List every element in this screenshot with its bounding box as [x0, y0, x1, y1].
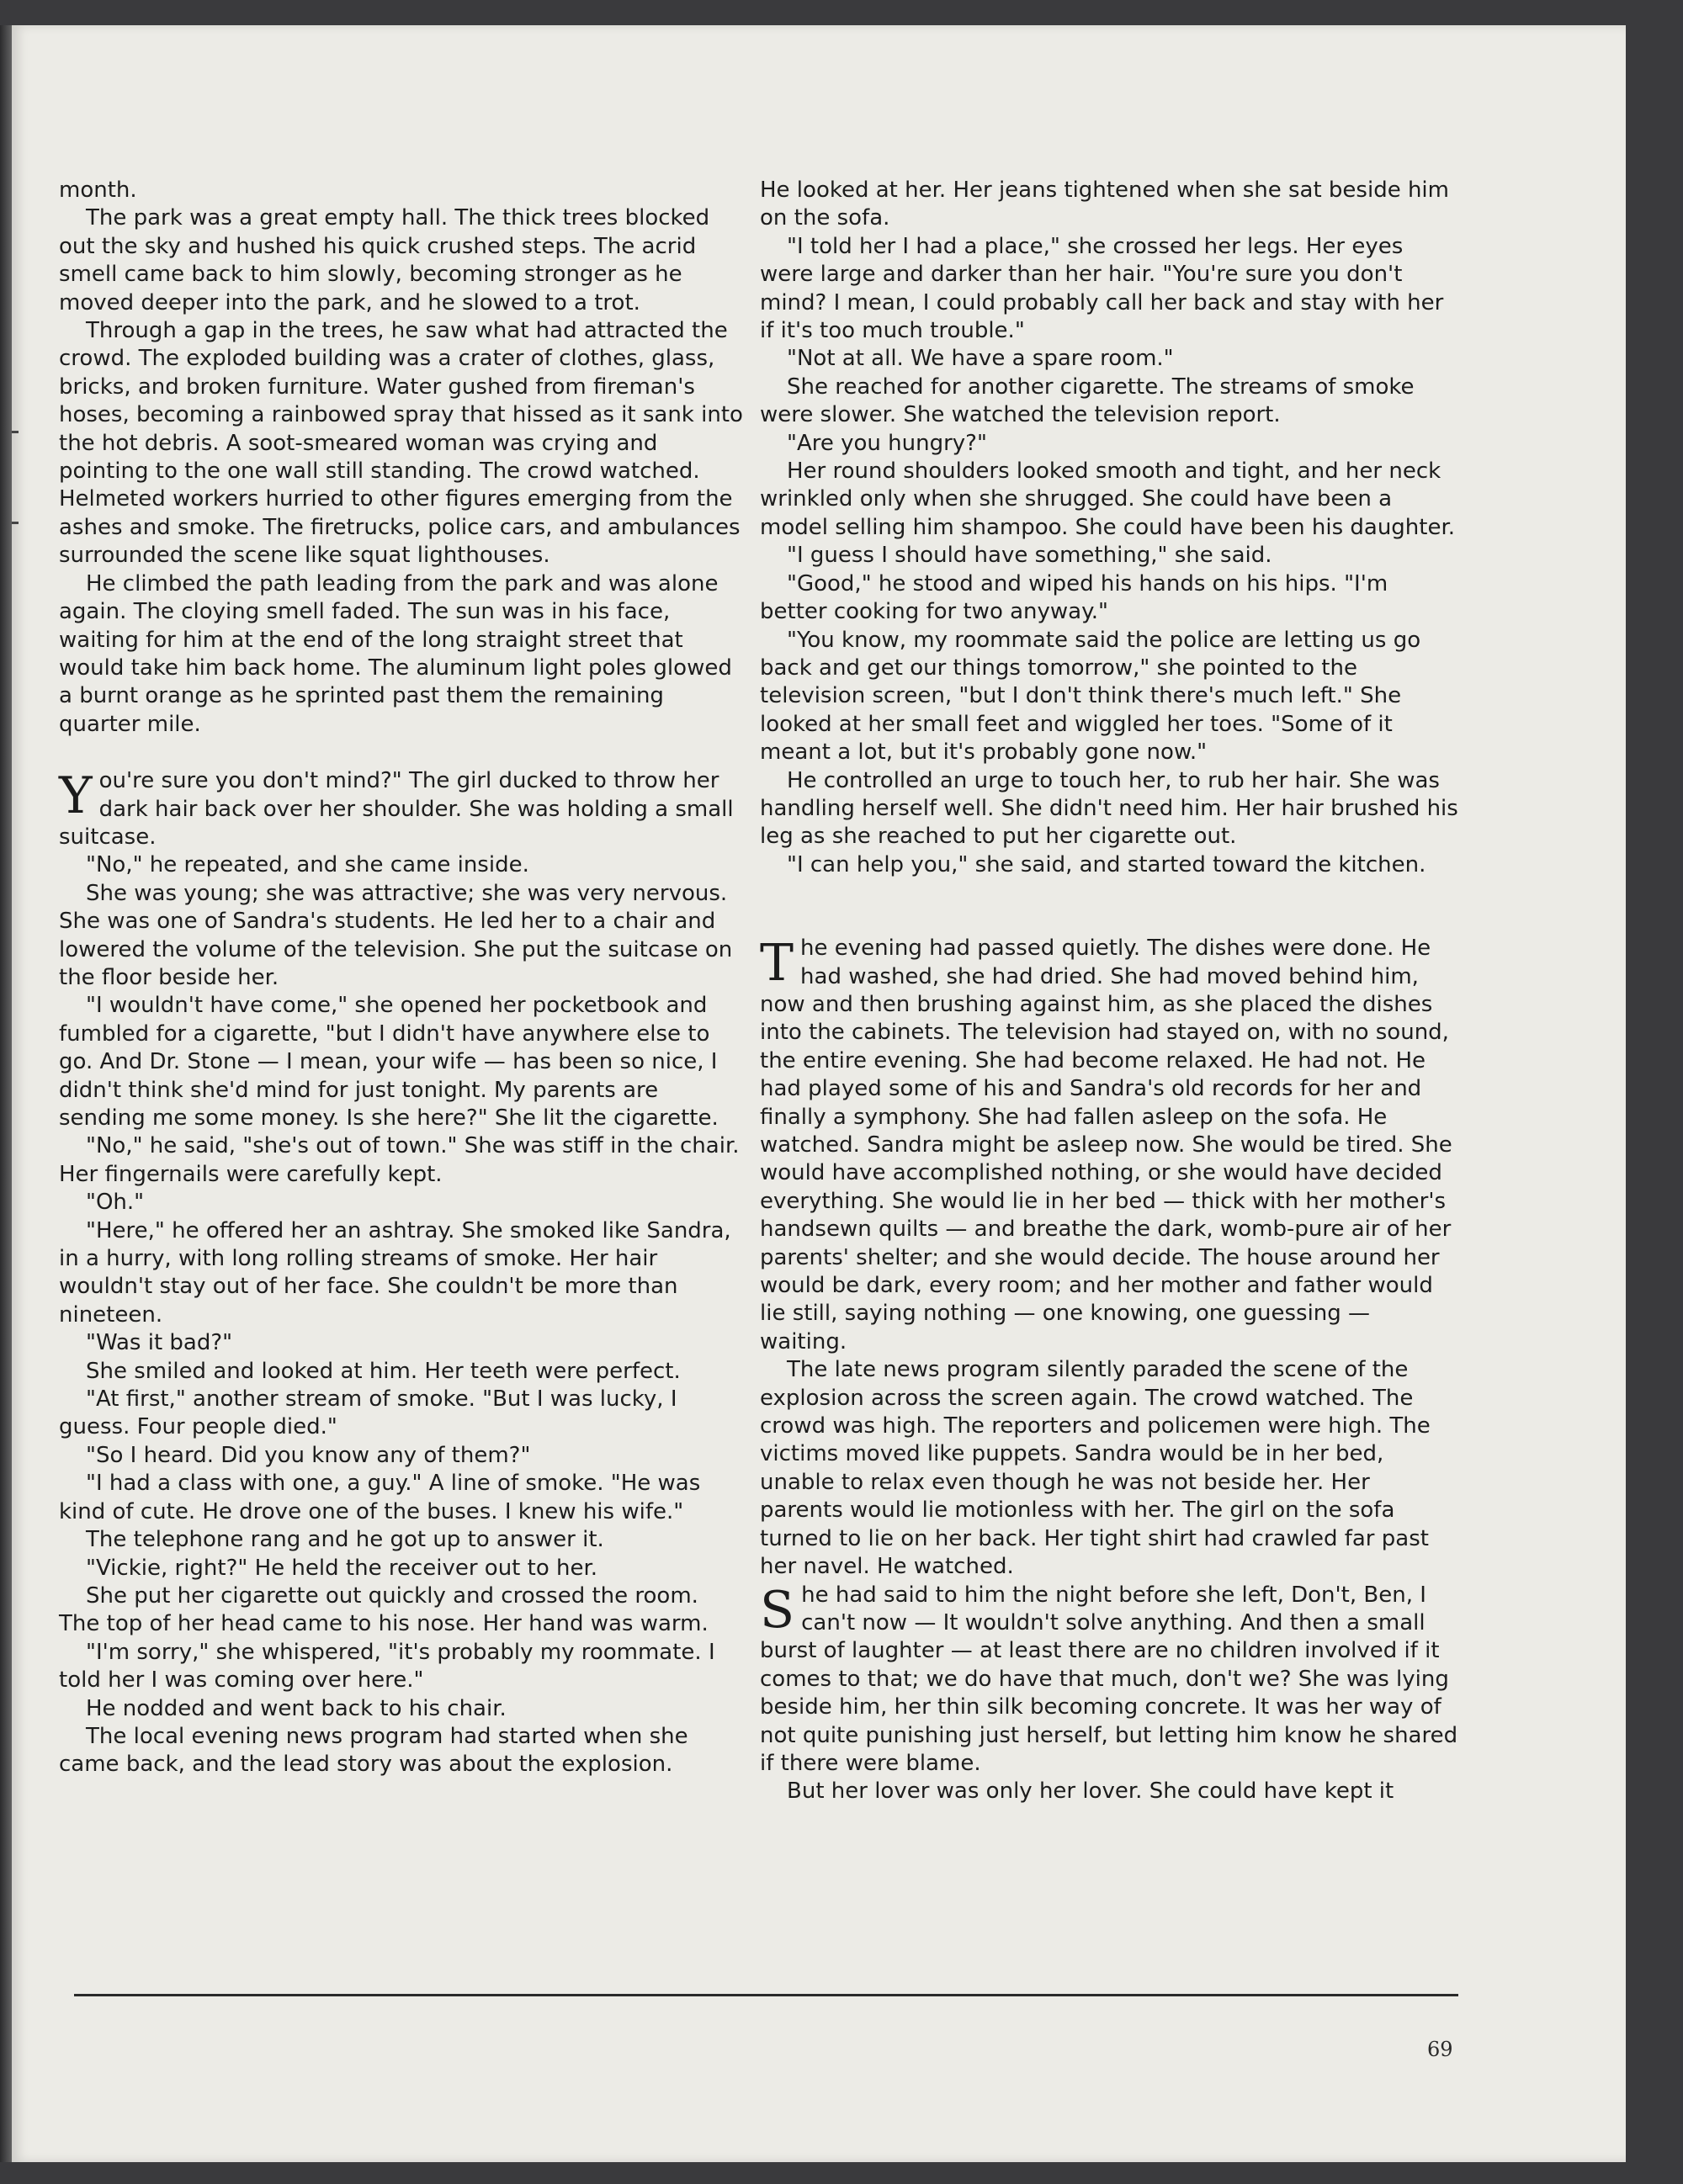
- paragraph: Her round shoulders looked smooth and tight, and her neck wrinkled only when she shrugged. She could have been a model selling him shampoo. She could have been his daughter.: [760, 459, 1456, 540]
- paragraph-text: ou're sure you don't mind?" The girl ducked to throw her dark hair back over her shoulder. She was holding a small suitcase.: [59, 768, 734, 850]
- paragraph: "I had a class with one, a guy." A line of smoke. "He was kind of cute. He drove one of the buses. I knew his wife.": [59, 1471, 701, 1524]
- paragraph: She put her cigarette out quickly and crossed the room. The top of her head came to his nose. Her hand was warm.: [59, 1582, 709, 1637]
- paragraph: "Good," he stood and wiped his hands on his hips. "I'm better cooking for two anyway.": [760, 570, 1388, 625]
- drop-cap: T: [760, 934, 794, 994]
- paragraph: "I'm sorry," she whispered, "it's probably my roommate. I told her I was coming over here.": [59, 1639, 715, 1694]
- footer-rule: [74, 1994, 1458, 1996]
- paragraph: "Are you hungry?": [787, 430, 987, 456]
- paragraph: "I can help you," she said, and started toward the kitchen.: [787, 851, 1426, 877]
- left-column: [59, 177, 745, 1779]
- paragraph: "No," he said, "she's out of town." She was stiff in the chair. Her fingernails were carefully kept.: [59, 1133, 740, 1187]
- paragraph: "Not at all. We have a spare room.": [787, 346, 1174, 372]
- paragraph-text: he had said to him the night before she left, Don't, Ben, I can't now — It wouldn't solve anything. And then a small burst of laughter — at least there are no children involved if it comes to that; we do have that much, don't we? She was lying beside him, her thin silk becoming concrete. It was her way of not quite punishing just herself, but letting him know he shared if there were blame.: [760, 1582, 1458, 1776]
- paragraph: "Here," he offered her an ashtray. She smoked like Sandra, in a hurry, with long rolling streams of smoke. Her hair wouldn't stay out of her face. She couldn't be more than nineteen.: [59, 1217, 731, 1328]
- paragraph: "Oh.": [86, 1190, 145, 1216]
- paragraph: "Vickie, right?" He held the receiver out to her.: [86, 1555, 598, 1581]
- paragraph: month.: [59, 178, 137, 203]
- paragraph: But her lover was only her lover. She could have kept it: [787, 1778, 1394, 1805]
- paragraph: The late news program silently paraded the scene of the explosion across the screen again. The crowd watched. The crowd was high. The reporters and policemen were high. The victims moved like puppets. Sandra would be in her bed, unable to relax even though he was not beside her. Her parents would lie motionless with her. The girl on the sofa turned to lie on her back. Her tight shirt had crawled far past her navel. He watched.: [760, 1357, 1431, 1580]
- paragraph: She was young; she was attractive; she was very nervous. She was one of Sandra's students. He led her to a chair and lowered the volume of the television. She put the suitcase on the floor beside her.: [59, 880, 733, 990]
- paragraph: "I told her I had a place," she crossed her legs. Her eyes were large and darker than her hair. "You're sure you don't mind? I mean, I could probably call her back and stay with her if it's too much trouble.": [760, 233, 1444, 344]
- paragraph: He climbed the path leading from the park and was alone again. The cloying smell faded. The sun was in his face, waiting for him at the end of the long straight street that would take him back home. The aluminum light poles glowed a burnt orange as he sprinted past them the remaining quarter mile.: [59, 570, 732, 737]
- paragraph: The park was a great empty hall. The thick trees blocked out the sky and hushed his quick crushed steps. The acrid smell came back to him slowly, becoming stronger as he moved deeper into the park, and he slowed to a trot.: [59, 205, 710, 315]
- section-paragraph: [760, 1582, 1458, 1778]
- paragraph: "At first," another stream of smoke. "But I was lucky, I guess. Four people died.": [59, 1386, 677, 1440]
- section-paragraph: [59, 767, 745, 851]
- paragraph: He nodded and went back to his chair.: [86, 1695, 507, 1721]
- margin-mark: [12, 431, 19, 433]
- right-column: [760, 177, 1458, 1806]
- paragraph: "No," he repeated, and she came inside.: [86, 852, 529, 878]
- paragraph: She reached for another cigarette. The streams of smoke were slower. She watched the television report.: [760, 374, 1415, 428]
- paragraph: "I wouldn't have come," she opened her pocketbook and fumbled for a cigarette, "but I didn't have anywhere else to go. And Dr. Stone — I mean, your wife — has been so nice, I didn't think she'd mind for just tonight. My parents are sending me some money. Is she here?" She lit the cigarette.: [59, 993, 719, 1131]
- drop-cap: S: [760, 1580, 795, 1640]
- section-paragraph: [760, 935, 1458, 1356]
- paragraph: "I guess I should have something," she said.: [787, 543, 1272, 569]
- paragraph: The telephone rang and he got up to answer it.: [86, 1527, 604, 1553]
- paragraph: "Was it bad?": [86, 1330, 233, 1356]
- drop-cap: Y: [59, 766, 93, 826]
- paragraph-text: he evening had passed quietly. The dishes were done. He had washed, she had dried. She had moved behind him, now and then brushing against him, as she placed the dishes into the cabinets. The television had stayed on, with no sound, the entire evening. She had become relaxed. He had not. He had played some of his and Sandra's old records for her and finally a symphony. She had fallen asleep on the sofa. He watched. Sandra might be asleep now. She would be tired. She would have accomplished nothing, or she would have decided everything. She would lie in her bed — thick with her mother's handsewn quilts — and breathe the dark, womb-pure air of her parents' shelter; and she would decide. The house around her would be dark, every room; and her mother and father would lie still, saying nothing — one knowing, one guessing — waiting.: [760, 936, 1452, 1354]
- page-number: 69: [1427, 2038, 1453, 2061]
- paragraph: "You know, my roommate said the police are letting us go back and get our things tomorrow," she pointed to the television screen, "but I don't think there's much left." She looked at her small feet and wiggled her toes. "Some of it meant a lot, but it's probably gone now.": [760, 627, 1421, 766]
- paragraph: He controlled an urge to touch her, to rub her hair. She was handling herself well. She didn't need him. Her hair brushed his leg as she reached to put her cigarette out.: [760, 767, 1458, 850]
- margin-mark: [12, 522, 19, 524]
- paragraph: The local evening news program had started when she came back, and the lead story was about the explosion.: [59, 1723, 688, 1778]
- paragraph: He looked at her. Her jeans tightened when she sat beside him on the sofa.: [760, 178, 1449, 231]
- paragraph: "So I heard. Did you know any of them?": [86, 1442, 531, 1468]
- paragraph: She smiled and looked at him. Her teeth were perfect.: [86, 1358, 681, 1384]
- paragraph: Through a gap in the trees, he saw what had attracted the crowd. The exploded building was a crater of clothes, glass, bricks, and broken furniture. Water gushed from fireman's hoses, becoming a rainbowed spray that hissed as it sank into the hot debris. A soot-smeared woman was crying and pointing to the one wall still standing. The crowd watched. Helmeted workers hurried to other figures emerging from the ashes and smoke. The firetrucks, police cars, and ambulances surrounded the scene like squat lighthouses.: [59, 318, 743, 569]
